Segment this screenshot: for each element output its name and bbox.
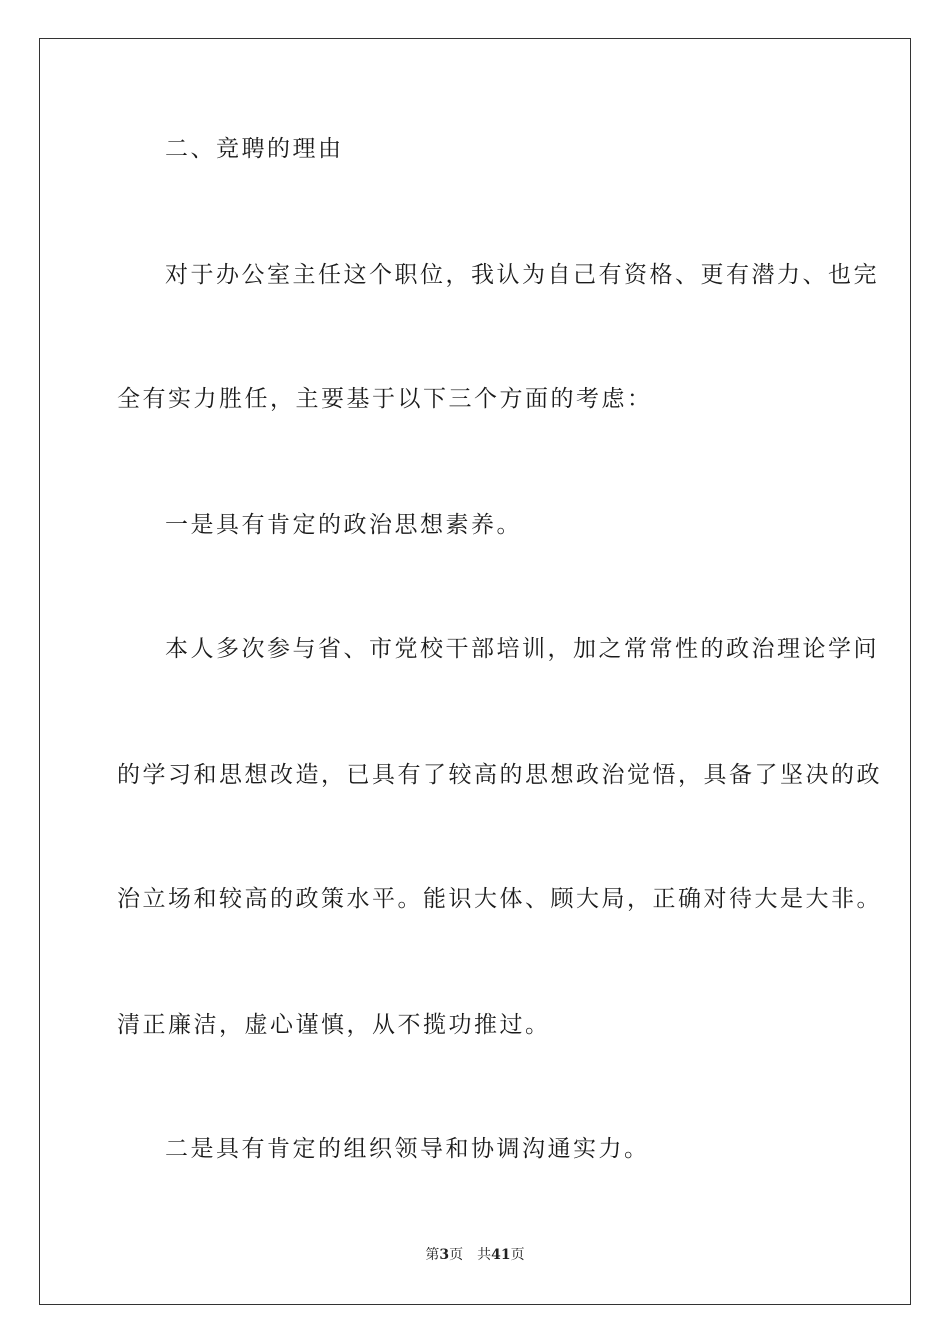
page-footer — [0, 1246, 950, 1264]
footer-page-number: 3 — [439, 1247, 450, 1263]
paragraph-line: 本人多次参与省、市党校干部培训，加之常常性的政治理论学问 — [165, 636, 879, 662]
footer-total-prefix: 共 — [477, 1247, 492, 1263]
paragraph-line: 治立场和较高的政策水平。能识大体、顾大局，正确对待大是大非。 — [117, 886, 882, 912]
paragraph-line: 的学习和思想改造，已具有了较高的思想政治觉悟，具备了坚决的政 — [117, 762, 882, 788]
footer-total-suffix: 页 — [510, 1247, 525, 1263]
paragraph-line: 清正廉洁，虚心谨慎，从不揽功推过。 — [117, 1012, 551, 1038]
paragraph-line: 二是具有肯定的组织领导和协调沟通实力。 — [165, 1136, 650, 1162]
section-heading: 二、竞聘的理由 — [165, 136, 344, 162]
paragraph-line: 一是具有肯定的政治思想素养。 — [165, 512, 522, 538]
footer-page-suffix: 页 — [449, 1247, 464, 1263]
footer-total-pages: 41 — [491, 1247, 511, 1263]
paragraph-line: 全有实力胜任，主要基于以下三个方面的考虑： — [117, 386, 653, 412]
footer-page-prefix: 第 — [425, 1247, 440, 1263]
page-border — [39, 38, 911, 1305]
paragraph-line: 对于办公室主任这个职位，我认为自己有资格、更有潜力、也完 — [165, 262, 879, 288]
